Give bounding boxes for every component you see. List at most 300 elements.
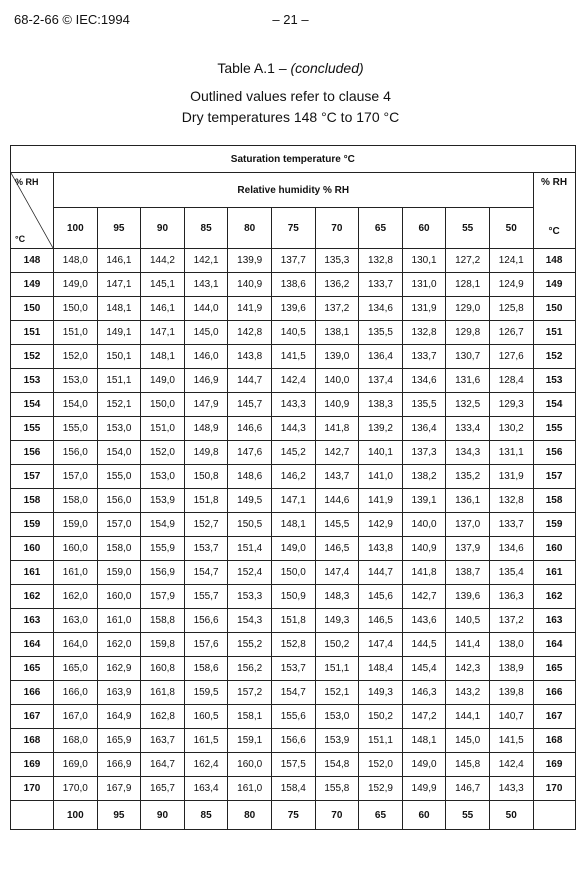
table-cell: 140,5: [271, 321, 315, 345]
table-cell: 156,9: [141, 561, 185, 585]
table-cell: 144,7: [228, 369, 272, 393]
table-row: [11, 489, 576, 513]
table-cell: 134,6: [489, 537, 533, 561]
row-temperature-right: 148: [533, 249, 575, 273]
table-cell: 158,1: [228, 705, 272, 729]
table-cell: 154,7: [184, 561, 228, 585]
table-cell: 135,5: [402, 393, 446, 417]
rh-header-row: [11, 173, 576, 208]
table-cell: 161,8: [141, 681, 185, 705]
table-cell: 158,0: [54, 489, 98, 513]
table-cell: 149,3: [359, 681, 403, 705]
table-cell: 151,1: [97, 369, 141, 393]
table-cell: 150,0: [271, 561, 315, 585]
table-cell: 137,0: [446, 513, 490, 537]
row-temperature-right: 167: [533, 705, 575, 729]
column-header: 60: [402, 208, 446, 249]
footer-column-label: 55: [446, 801, 490, 830]
table-cell: 162,4: [184, 753, 228, 777]
table-cell: 147,4: [315, 561, 359, 585]
table-cell: 136,1: [446, 489, 490, 513]
table-cell: 150,0: [141, 393, 185, 417]
table-cell: 147,1: [141, 321, 185, 345]
table-row: [11, 417, 576, 441]
table-cell: 151,0: [141, 417, 185, 441]
table-cell: 144,5: [402, 633, 446, 657]
table-cell: 157,0: [54, 465, 98, 489]
table-cell: 129,0: [446, 297, 490, 321]
table-cell: 144,3: [271, 417, 315, 441]
table-cell: 143,8: [359, 537, 403, 561]
table-cell: 131,6: [446, 369, 490, 393]
table-cell: 148,1: [271, 513, 315, 537]
table-row: [11, 345, 576, 369]
table-cell: 146,3: [402, 681, 446, 705]
side-c-label: °C: [548, 226, 560, 237]
table-cell: 152,8: [271, 633, 315, 657]
table-cell: 139,0: [315, 345, 359, 369]
side-rh-label: % RH: [541, 177, 568, 188]
table-cell: 158,0: [97, 537, 141, 561]
footer-column-label: 85: [184, 801, 228, 830]
table-cell: 139,8: [489, 681, 533, 705]
row-temperature-left: 153: [11, 369, 54, 393]
table-cell: 145,8: [446, 753, 490, 777]
table-cell: 156,0: [54, 441, 98, 465]
table-cell: 145,0: [184, 321, 228, 345]
table-cell: 161,0: [54, 561, 98, 585]
row-temperature-left: 149: [11, 273, 54, 297]
table-cell: 145,5: [315, 513, 359, 537]
table-cell: 149,0: [54, 273, 98, 297]
table-cell: 150,0: [54, 297, 98, 321]
row-temperature-left: 162: [11, 585, 54, 609]
table-cell: 146,6: [228, 417, 272, 441]
row-temperature-left: 164: [11, 633, 54, 657]
row-temperature-right: 164: [533, 633, 575, 657]
table-cell: 153,0: [141, 465, 185, 489]
table-cell: 130,2: [489, 417, 533, 441]
table-cell: 153,9: [141, 489, 185, 513]
row-temperature-left: 165: [11, 657, 54, 681]
table-cell: 142,7: [315, 441, 359, 465]
table-cell: 165,0: [54, 657, 98, 681]
table-cell: 158,4: [271, 777, 315, 801]
table-cell: 142,3: [446, 657, 490, 681]
table-row: [11, 249, 576, 273]
table-cell: 139,9: [228, 249, 272, 273]
table-cell: 139,2: [359, 417, 403, 441]
table-row: [11, 753, 576, 777]
table-cell: 154,3: [228, 609, 272, 633]
table-cell: 143,8: [228, 345, 272, 369]
row-temperature-left: 158: [11, 489, 54, 513]
row-temperature-left: 150: [11, 297, 54, 321]
table-cell: 161,0: [97, 609, 141, 633]
table-cell: 155,6: [271, 705, 315, 729]
table-cell: 132,8: [359, 249, 403, 273]
table-cell: 152,0: [141, 441, 185, 465]
table-cell: 158,6: [184, 657, 228, 681]
table-title: [0, 60, 581, 76]
table-cell: 135,5: [359, 321, 403, 345]
row-temperature-right: 168: [533, 729, 575, 753]
table-cell: 149,1: [97, 321, 141, 345]
table-cell: 150,1: [97, 345, 141, 369]
table-cell: 142,1: [184, 249, 228, 273]
table-cell: 162,0: [97, 633, 141, 657]
row-temperature-right: 166: [533, 681, 575, 705]
table-cell: 153,7: [184, 537, 228, 561]
table-cell: 131,9: [402, 297, 446, 321]
table-cell: 156,2: [228, 657, 272, 681]
table-cell: 137,2: [489, 609, 533, 633]
table-cell: 151,4: [228, 537, 272, 561]
column-header: 90: [141, 208, 185, 249]
table-row: [11, 273, 576, 297]
table-cell: 133,7: [359, 273, 403, 297]
table-cell: 142,9: [359, 513, 403, 537]
table-row: [11, 633, 576, 657]
table-cell: 125,8: [489, 297, 533, 321]
table-cell: 163,0: [54, 609, 98, 633]
table-cell: 145,2: [271, 441, 315, 465]
table-cell: 143,1: [184, 273, 228, 297]
table-cell: 131,1: [489, 441, 533, 465]
table-cell: 142,4: [271, 369, 315, 393]
table-cell: 135,4: [489, 561, 533, 585]
table-cell: 157,9: [141, 585, 185, 609]
row-temperature-right: 151: [533, 321, 575, 345]
table-cell: 130,1: [402, 249, 446, 273]
table-cell: 159,0: [54, 513, 98, 537]
table-cell: 152,1: [315, 681, 359, 705]
table-cell: 141,5: [271, 345, 315, 369]
table-cell: 157,2: [228, 681, 272, 705]
row-temperature-left: 157: [11, 465, 54, 489]
table-cell: 147,1: [271, 489, 315, 513]
row-temperature-left: 152: [11, 345, 54, 369]
table-cell: 139,6: [446, 585, 490, 609]
table-cell: 140,9: [315, 393, 359, 417]
table-cell: 146,5: [359, 609, 403, 633]
table-cell: 156,0: [97, 489, 141, 513]
table-cell: 158,8: [141, 609, 185, 633]
table-cell: 146,7: [446, 777, 490, 801]
table-row: [11, 369, 576, 393]
table-cell: 152,0: [359, 753, 403, 777]
table-cell: 140,0: [402, 513, 446, 537]
table-cell: 157,0: [97, 513, 141, 537]
table-cell: 155,7: [184, 585, 228, 609]
table-cell: 152,4: [228, 561, 272, 585]
table-cell: 141,5: [489, 729, 533, 753]
table-cell: 140,0: [315, 369, 359, 393]
table-cell: 140,9: [402, 537, 446, 561]
table-cell: 132,5: [446, 393, 490, 417]
table-row: [11, 393, 576, 417]
table-cell: 126,7: [489, 321, 533, 345]
table-cell: 168,0: [54, 729, 98, 753]
table-cell: 156,6: [271, 729, 315, 753]
row-temperature-left: 161: [11, 561, 54, 585]
table-cell: 159,0: [97, 561, 141, 585]
table-cell: 137,7: [271, 249, 315, 273]
row-temperature-left: 159: [11, 513, 54, 537]
table-cell: 124,1: [489, 249, 533, 273]
table-cell: 150,2: [315, 633, 359, 657]
table-cell: 164,0: [54, 633, 98, 657]
table-cell: 139,6: [271, 297, 315, 321]
row-temperature-right: 159: [533, 513, 575, 537]
footer-column-label: 90: [141, 801, 185, 830]
table-row: [11, 657, 576, 681]
table-cell: 149,0: [402, 753, 446, 777]
column-header: 80: [228, 208, 272, 249]
table-cell: 136,2: [315, 273, 359, 297]
table-cell: 136,4: [359, 345, 403, 369]
table-cell: 138,7: [446, 561, 490, 585]
footer-column-label: 80: [228, 801, 272, 830]
table-cell: 154,8: [315, 753, 359, 777]
column-header: 85: [184, 208, 228, 249]
table-cell: 145,7: [228, 393, 272, 417]
table-cell: 152,1: [97, 393, 141, 417]
column-header: 100: [54, 208, 98, 249]
table-cell: 154,9: [141, 513, 185, 537]
row-temperature-left: 160: [11, 537, 54, 561]
table-cell: 148,4: [359, 657, 403, 681]
table-cell: 152,7: [184, 513, 228, 537]
table-cell: 154,0: [54, 393, 98, 417]
footer-empty-left: [11, 801, 54, 830]
relative-humidity-header: Relative humidity % RH: [54, 173, 534, 208]
table-row: [11, 537, 576, 561]
table-cell: 147,6: [228, 441, 272, 465]
table-cell: 132,8: [489, 489, 533, 513]
table-cell: 133,4: [446, 417, 490, 441]
table-cell: 150,2: [359, 705, 403, 729]
table-cell: 141,0: [359, 465, 403, 489]
table-cell: 141,8: [402, 561, 446, 585]
footer-empty-right: [533, 801, 575, 830]
row-temperature-left: 151: [11, 321, 54, 345]
table-cell: 146,2: [271, 465, 315, 489]
table-cell: 160,0: [54, 537, 98, 561]
table-cell: 162,9: [97, 657, 141, 681]
table-cell: 159,8: [141, 633, 185, 657]
table-cell: 139,1: [402, 489, 446, 513]
table-cell: 144,6: [315, 489, 359, 513]
table-cell: 150,9: [271, 585, 315, 609]
row-temperature-right: 153: [533, 369, 575, 393]
row-temperature-left: 155: [11, 417, 54, 441]
table-row: [11, 777, 576, 801]
table-cell: 143,2: [446, 681, 490, 705]
table-cell: 146,1: [97, 249, 141, 273]
table-cell: 136,3: [489, 585, 533, 609]
table-cell: 153,9: [315, 729, 359, 753]
table-cell: 130,7: [446, 345, 490, 369]
table-cell: 129,8: [446, 321, 490, 345]
table-cell: 155,8: [315, 777, 359, 801]
footer-column-label: 65: [359, 801, 403, 830]
table-cell: 159,1: [228, 729, 272, 753]
table-cell: 160,5: [184, 705, 228, 729]
table-row: [11, 465, 576, 489]
table-cell: 149,5: [228, 489, 272, 513]
row-temperature-right: 154: [533, 393, 575, 417]
table-cell: 143,3: [489, 777, 533, 801]
document-id: 68-2-66 © IEC:1994: [14, 12, 130, 27]
page-number: – 21 –: [272, 12, 309, 27]
row-temperature-right: 162: [533, 585, 575, 609]
table-cell: 154,7: [271, 681, 315, 705]
table-cell: 151,8: [184, 489, 228, 513]
row-temperature-left: 166: [11, 681, 54, 705]
table-cell: 148,1: [141, 345, 185, 369]
row-temperature-right: 149: [533, 273, 575, 297]
note-outlined-values: Outlined values refer to clause 4: [190, 88, 391, 104]
table-cell: 143,6: [402, 609, 446, 633]
row-temperature-left: 167: [11, 705, 54, 729]
table-row: [11, 609, 576, 633]
row-temperature-left: 169: [11, 753, 54, 777]
table-cell: 148,6: [228, 465, 272, 489]
table-cell: 143,3: [271, 393, 315, 417]
super-header-row: [11, 146, 576, 173]
row-temperature-right: 156: [533, 441, 575, 465]
row-temperature-right: 152: [533, 345, 575, 369]
table-title-suffix: (concluded): [290, 60, 364, 76]
table-cell: 169,0: [54, 753, 98, 777]
row-temperature-left: 163: [11, 609, 54, 633]
column-header: 65: [359, 208, 403, 249]
table-cell: 167,0: [54, 705, 98, 729]
table-cell: 137,9: [446, 537, 490, 561]
table-cell: 163,9: [97, 681, 141, 705]
table-cell: 140,7: [489, 705, 533, 729]
table-cell: 141,8: [315, 417, 359, 441]
table-cell: 155,2: [228, 633, 272, 657]
table-cell: 136,4: [402, 417, 446, 441]
table-cell: 144,1: [446, 705, 490, 729]
table-cell: 149,3: [315, 609, 359, 633]
table-cell: 150,8: [184, 465, 228, 489]
table-cell: 133,7: [402, 345, 446, 369]
table-cell: 148,1: [97, 297, 141, 321]
table-title-prefix: Table A.1 –: [217, 60, 291, 76]
table-cell: 145,6: [359, 585, 403, 609]
table-cell: 146,9: [184, 369, 228, 393]
footer-column-label: 95: [97, 801, 141, 830]
table-cell: 149,8: [184, 441, 228, 465]
table-cell: 145,1: [141, 273, 185, 297]
corner-cell: [11, 173, 54, 249]
table-cell: 138,9: [489, 657, 533, 681]
table-row: [11, 321, 576, 345]
table-cell: 160,8: [141, 657, 185, 681]
table-cell: 134,3: [446, 441, 490, 465]
table-cell: 143,7: [315, 465, 359, 489]
side-header-cell: [533, 173, 575, 249]
table-cell: 161,0: [228, 777, 272, 801]
saturation-table: [10, 145, 576, 830]
table-cell: 134,6: [402, 369, 446, 393]
column-header: 75: [271, 208, 315, 249]
table-cell: 140,9: [228, 273, 272, 297]
column-header: 55: [446, 208, 490, 249]
column-header: 50: [489, 208, 533, 249]
footer-column-label: 50: [489, 801, 533, 830]
table-cell: 142,4: [489, 753, 533, 777]
table-row: [11, 441, 576, 465]
table-cell: 167,9: [97, 777, 141, 801]
row-temperature-right: 157: [533, 465, 575, 489]
table-cell: 148,0: [54, 249, 98, 273]
table-row: [11, 585, 576, 609]
humidity-columns-row: [11, 208, 576, 249]
row-temperature-right: 165: [533, 657, 575, 681]
table-cell: 146,5: [315, 537, 359, 561]
row-temperature-right: 163: [533, 609, 575, 633]
table-cell: 135,2: [446, 465, 490, 489]
table-cell: 162,8: [141, 705, 185, 729]
table-cell: 142,7: [402, 585, 446, 609]
table-cell: 135,3: [315, 249, 359, 273]
table-cell: 140,5: [446, 609, 490, 633]
row-temperature-right: 155: [533, 417, 575, 441]
table-cell: 153,0: [315, 705, 359, 729]
table-cell: 148,3: [315, 585, 359, 609]
table-cell: 146,1: [141, 297, 185, 321]
row-temperature-right: 169: [533, 753, 575, 777]
table-cell: 141,9: [359, 489, 403, 513]
table-cell: 155,0: [97, 465, 141, 489]
table-cell: 157,5: [271, 753, 315, 777]
table-cell: 137,2: [315, 297, 359, 321]
column-header: 70: [315, 208, 359, 249]
table-row: [11, 729, 576, 753]
footer-column-label: 70: [315, 801, 359, 830]
corner-rh-label: % RH: [15, 177, 39, 187]
table-cell: 141,4: [446, 633, 490, 657]
table-row: [11, 513, 576, 537]
table-cell: 153,7: [271, 657, 315, 681]
table-cell: 153,0: [97, 417, 141, 441]
table-cell: 148,1: [402, 729, 446, 753]
table-cell: 160,0: [97, 585, 141, 609]
footer-column-label: 100: [54, 801, 98, 830]
table-cell: 149,0: [141, 369, 185, 393]
super-header: Saturation temperature °C: [11, 146, 576, 173]
table-row: [11, 681, 576, 705]
row-temperature-left: 170: [11, 777, 54, 801]
table-cell: 165,7: [141, 777, 185, 801]
table-cell: 131,0: [402, 273, 446, 297]
row-temperature-right: 170: [533, 777, 575, 801]
table-cell: 165,9: [97, 729, 141, 753]
table-cell: 129,3: [489, 393, 533, 417]
row-temperature-left: 156: [11, 441, 54, 465]
table-cell: 133,7: [489, 513, 533, 537]
table-cell: 137,4: [359, 369, 403, 393]
table-cell: 155,9: [141, 537, 185, 561]
table-cell: 166,0: [54, 681, 98, 705]
row-temperature-left: 168: [11, 729, 54, 753]
table-cell: 131,9: [489, 465, 533, 489]
table-cell: 164,9: [97, 705, 141, 729]
